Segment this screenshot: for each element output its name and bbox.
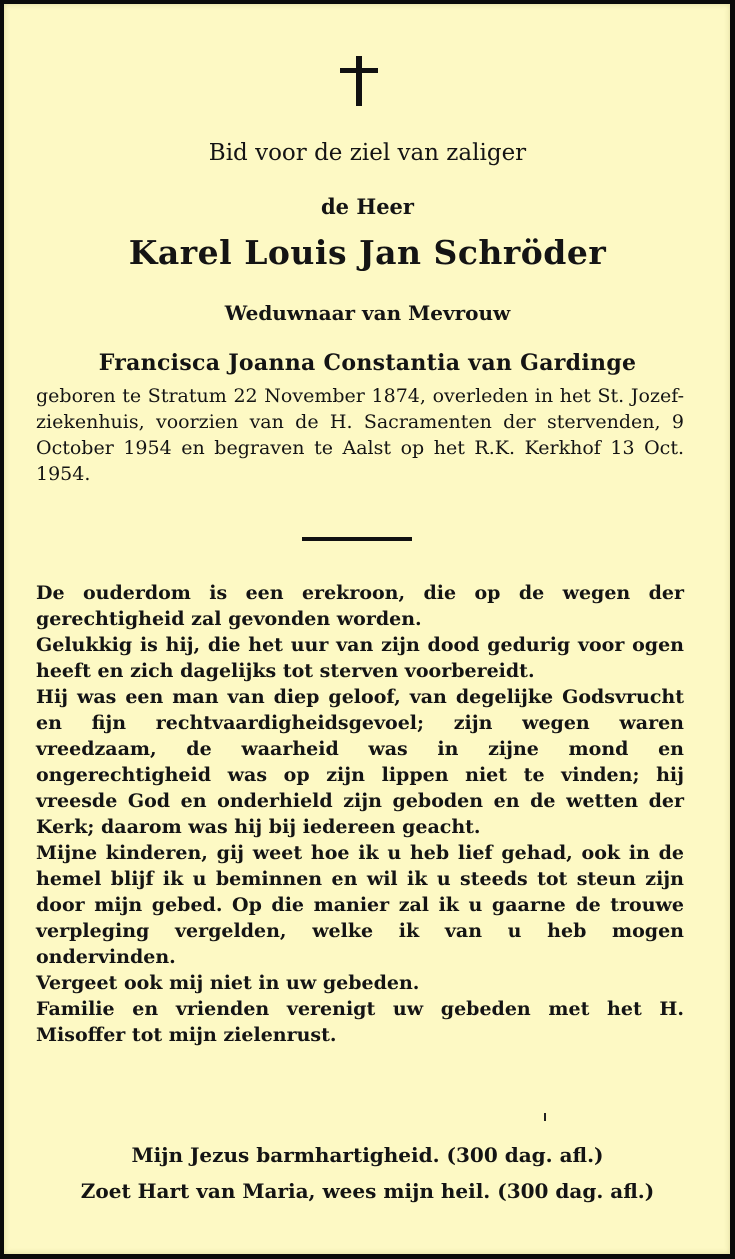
biography-paragraph: geboren te Stratum 22 November 1874, overleden in het St. Jozef-ziekenhuis, voorzien van de H. Sacramenten der stervenden, 9 October 1954 en begraven te Aalst op het R.K. Kerkhof 13 Oct. 1954. [36,385,684,485]
body-paragraph: Familie en vrienden verenigt uw gebeden met het H. Misoffer tot mijn zielenrust. [36,998,684,1046]
divider-rule [302,537,412,541]
body-paragraph: Vergeet ook mij niet in uw gebeden. [36,972,420,994]
spouse-name: Francisca Joanna Constantia van Gardinge [98,350,637,376]
body-paragraph: Gelukkig is hij, die het uur van zijn dood gedurig voor ogen heeft en zich dagelijks tot sterven voorbereidt. [36,634,684,682]
body-paragraph: Mijne kinderen, gij weet hoe ik u heb lief gehad, ook in de hemel blijf ik u beminnen en wil ik u steeds tot steun zijn door mijn gebed. Op die manier zal ik u gaarne de trouwe verpleging vergelden, welke ik van u heb mogen ondervinden. [36,842,684,968]
marital-status: Weduwnaar van Mevrouw [224,301,511,325]
prayer-line: Zoet Hart van Maria, wees mijn heil. (300 dag. afl.) [80,1179,655,1203]
body-text [36,580,684,1048]
body-paragraph: Hij was een man van diep geloof, van degelijke Godsvrucht en fijn rechtvaardigheidsgevoel; zijn wegen waren vreedzaam, de waarheid was in zijne mond en ongerechtigheid was op zijn lippen niet te vinden; hij vreesde God en onderhield zijn geboden en de wetten der Kerk; daarom was hij bij iedereen geacht. [36,686,684,838]
prayer-line: Mijn Jezus barmhartigheid. (300 dag. afl.) [131,1143,604,1167]
invocation-text: Bid voor de ziel van zaliger [208,140,527,166]
ink-mark [544,1113,546,1121]
deceased-name: Karel Louis Jan Schröder [128,233,607,272]
cross-icon [336,56,382,108]
honorific-title: de Heer [321,194,414,219]
body-paragraph: De ouderdom is een erekroon, die op de wegen der gerechtigheid zal gevonden worden. [36,582,684,630]
